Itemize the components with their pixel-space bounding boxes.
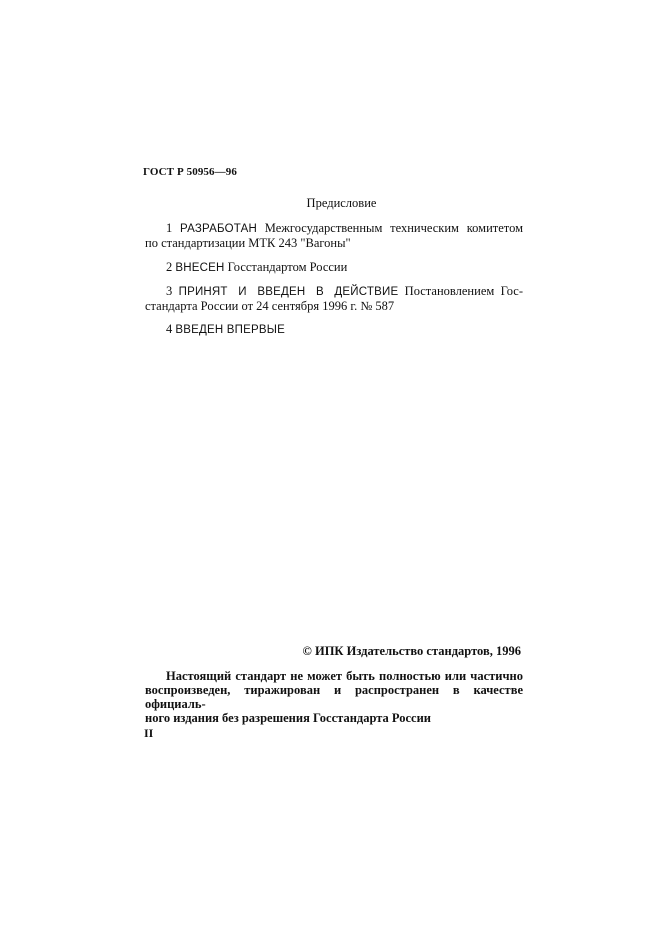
item-keyword: РАЗРАБОТАН [180, 223, 257, 235]
item-text: Постановлением Гос- [404, 284, 524, 298]
page-number: II [144, 726, 154, 740]
item-line [145, 260, 523, 275]
foreword-item-4 [145, 322, 523, 337]
item-continuation: стандарта России от 24 сентября 1996 г. № 587 [145, 299, 395, 313]
item-text: Межгосударственным техническим комитетом [264, 221, 524, 235]
foreword-item-2 [145, 260, 523, 275]
copyright-line: © ИПК Издательство стандартов, 1996 [302, 644, 521, 658]
foreword-title: Предисловие [306, 196, 377, 210]
foreword-item-1 [145, 221, 523, 250]
item-text: Госстандартом России [227, 260, 348, 274]
notice-line: воспроизведен, тиражирован и распространен в качестве официаль- [145, 683, 523, 711]
item-number: 4 [166, 322, 173, 336]
item-keyword: ВВЕДЕН ВПЕРВЫЕ [175, 324, 285, 336]
item-number: 1 [166, 221, 173, 235]
item-continuation: по стандартизации МТК 243 "Вагоны" [145, 236, 351, 250]
notice-line: Настоящий стандарт не может быть полностью или частично [166, 669, 523, 683]
item-number: 3 [166, 284, 173, 298]
standard-code: ГОСТ Р 50956—96 [143, 166, 237, 178]
item-keyword: ВНЕСЕН [175, 262, 225, 274]
item-keyword: ПРИНЯТ И ВВЕДЕН В ДЕЙСТВИЕ [178, 286, 399, 298]
item-line [145, 322, 523, 337]
item-line [145, 284, 523, 299]
reproduction-notice [145, 669, 523, 725]
item-number: 2 [166, 260, 173, 274]
notice-line: ного издания без разрешения Госстандарта России [145, 711, 432, 725]
item-line [145, 221, 523, 236]
foreword-item-3 [145, 284, 523, 313]
